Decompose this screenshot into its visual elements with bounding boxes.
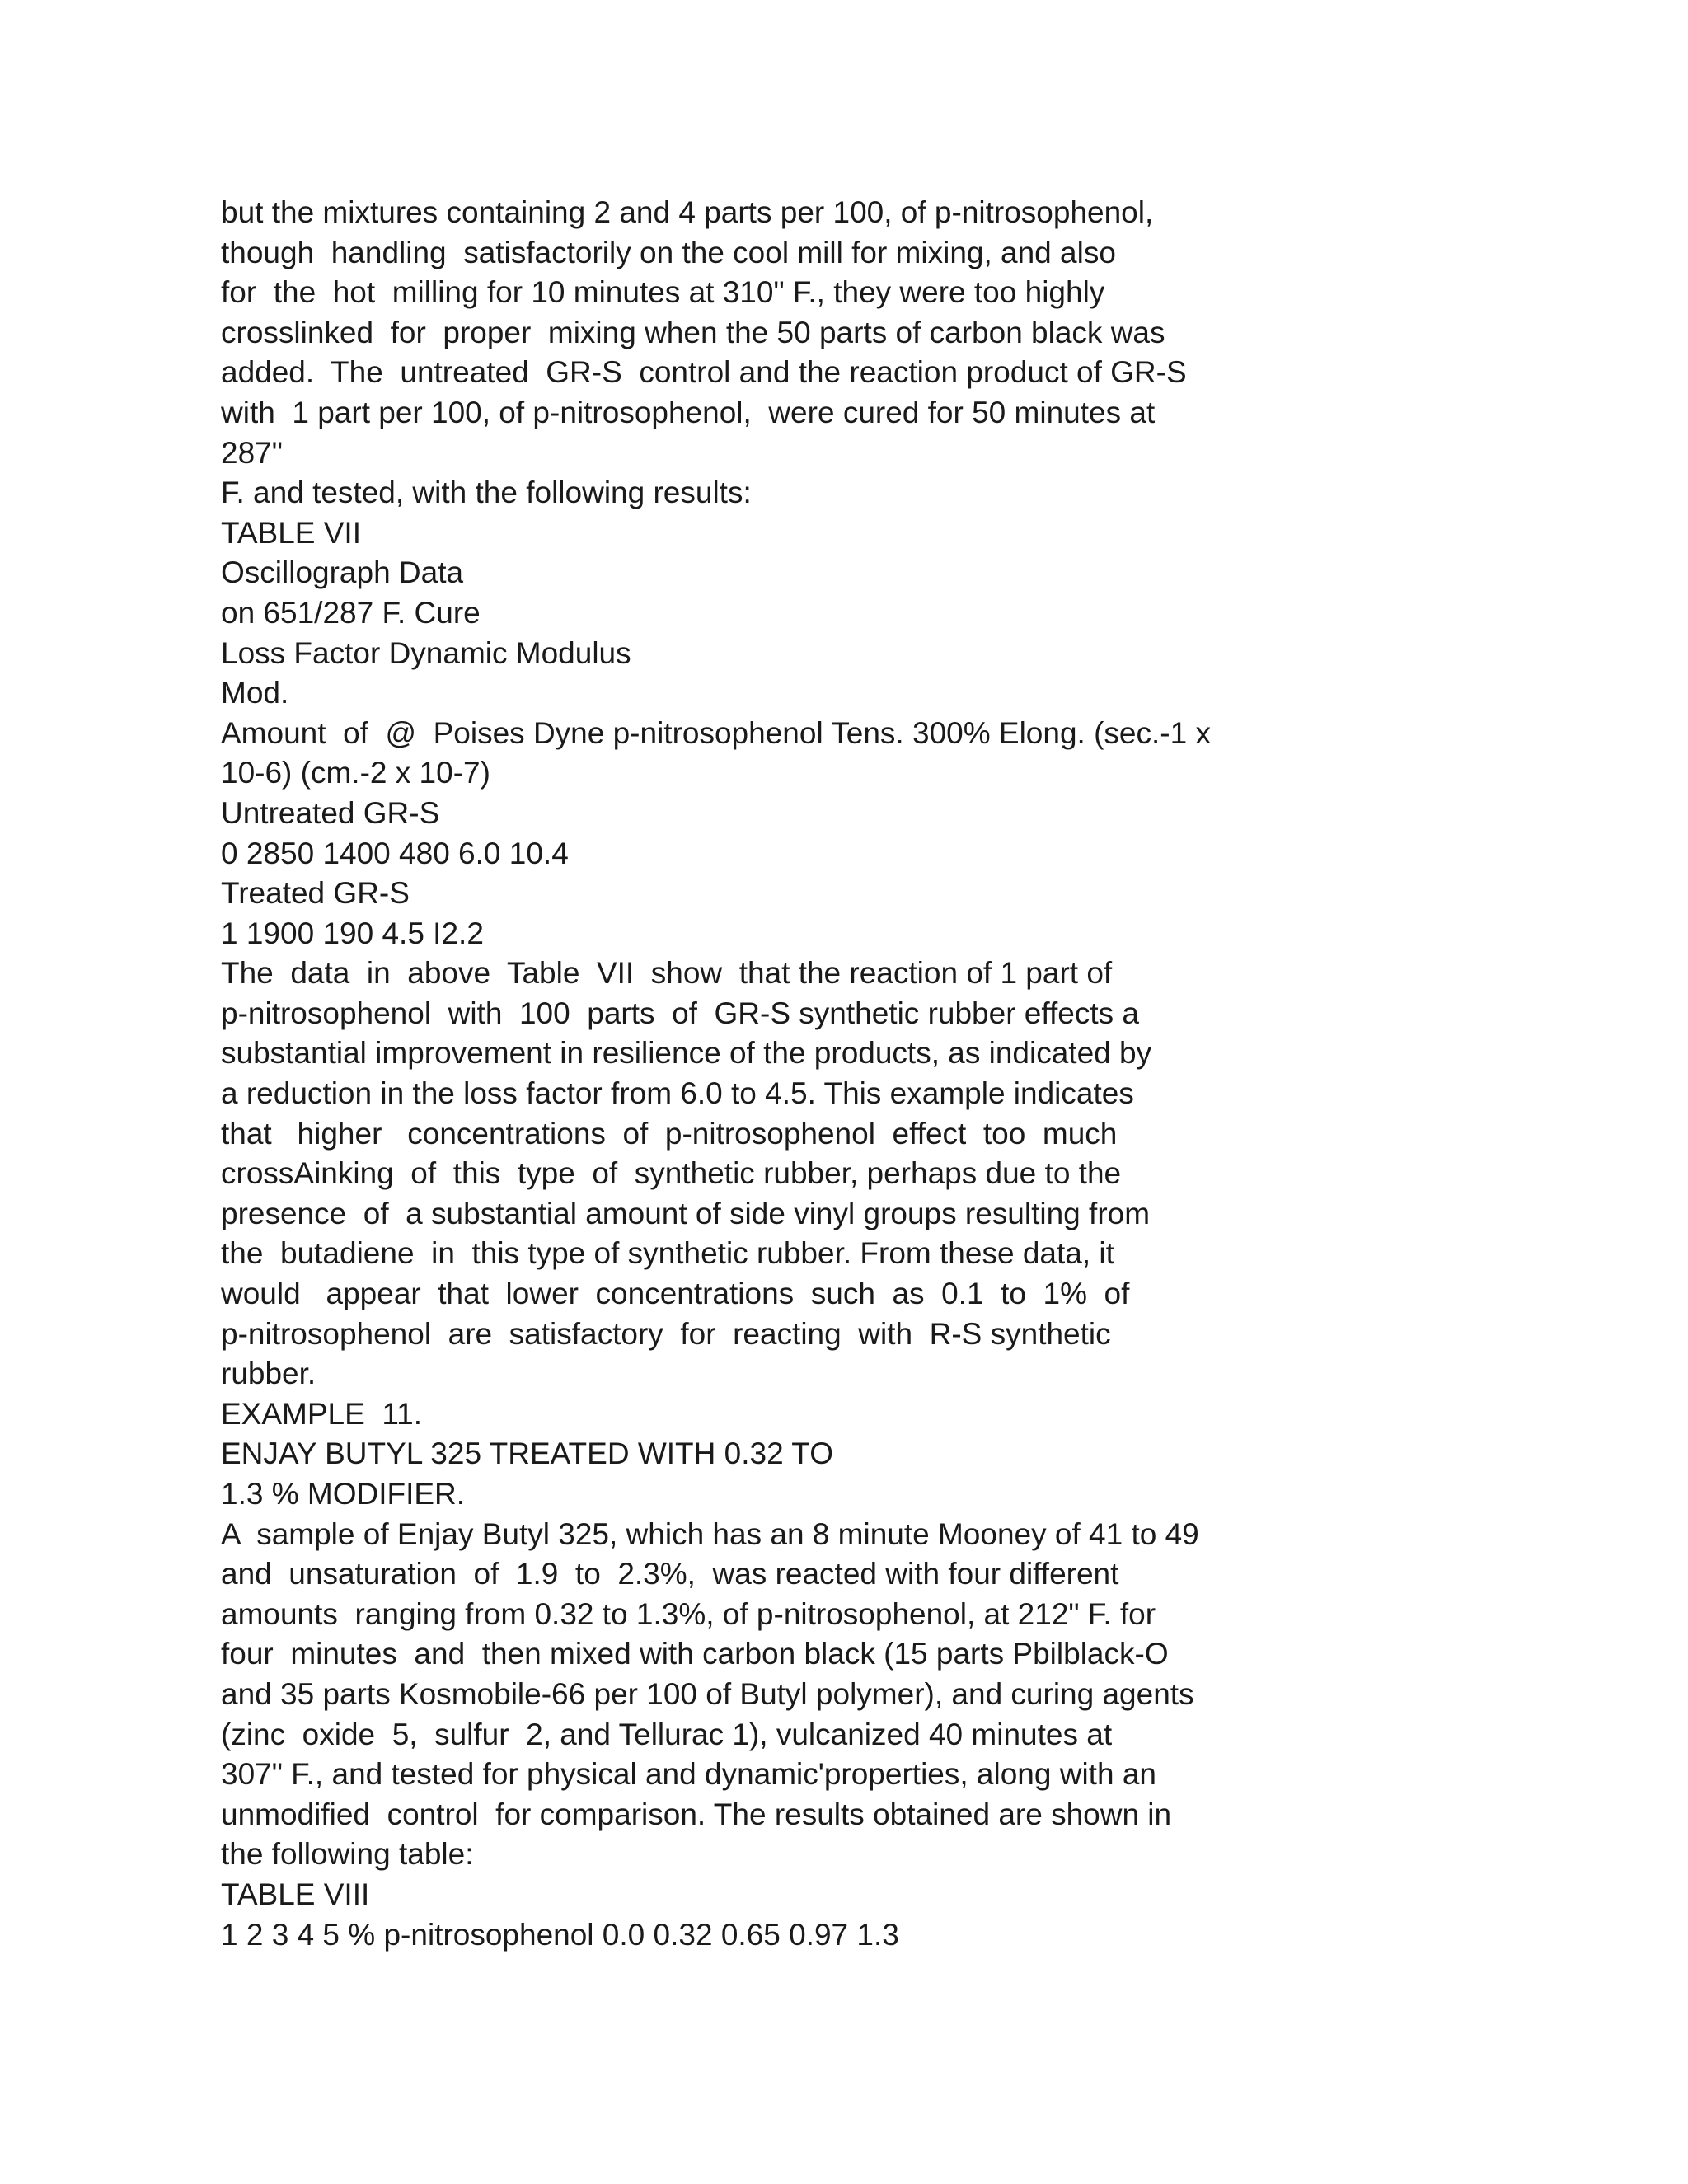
text-line: amounts ranging from 0.32 to 1.3%, of p-nitrosophenol, at 212" F. for [221, 1596, 1156, 1631]
text-line: with 1 part per 100, of p-nitrosophenol, were cured for 50 minutes at [221, 395, 1156, 429]
text-line: 1 2 3 4 5 % p-nitrosophenol 0.0 0.32 0.65 0.97 1.3 [221, 1917, 899, 1952]
text-line: Amount of @ Poises Dyne p-nitrosophenol Tens. 300% Elong. (sec.-1 x [221, 715, 1211, 750]
text-line: 1 1900 190 4.5 I2.2 [221, 916, 484, 950]
text-line: that higher concentrations of p-nitrosophenol effect too much [221, 1116, 1118, 1151]
example-heading: EXAMPLE 11. [221, 1396, 423, 1431]
text-line: unmodified control for comparison. The results obtained are shown in [221, 1797, 1172, 1831]
text-line: added. The untreated GR-S control and the reaction product of GR-S [221, 355, 1187, 390]
text-line: 307" F., and tested for physical and dynamic'properties, along with an [221, 1757, 1156, 1792]
text-line: for the hot milling for 10 minutes at 310" F., they were too highly [221, 275, 1105, 310]
text-line: p-nitrosophenol with 100 parts of GR-S synthetic rubber effects a [221, 996, 1139, 1030]
text-line: A sample of Enjay Butyl 325, which has an 8 minute Mooney of 41 to 49 [221, 1516, 1199, 1551]
text-line: four minutes and then mixed with carbon black (15 parts Pbilblack-O [221, 1637, 1169, 1671]
text-line: Untreated GR-S [221, 795, 440, 830]
text-line: and unsaturation of 1.9 to 2.3%, was reacted with four different [221, 1557, 1119, 1591]
text-line: (zinc oxide 5, sulfur 2, and Tellurac 1), vulcanized 40 minutes at [221, 1717, 1113, 1751]
text-line: the following table: [221, 1837, 474, 1872]
text-line: F. and tested, with the following results: [221, 476, 752, 510]
text-line: presence of a substantial amount of side vinyl groups resulting from [221, 1196, 1151, 1230]
text-line: 0 2850 1400 480 6.0 10.4 [221, 836, 569, 870]
text-line: a reduction in the loss factor from 6.0 to 4.5. This example indicates [221, 1076, 1134, 1111]
text-line: on 651/287 F. Cure [221, 595, 481, 630]
text-line: and 35 parts Kosmobile-66 per 100 of Butyl polymer), and curing agents [221, 1676, 1194, 1711]
text-line: p-nitrosophenol are satisfactory for reacting with R-S synthetic [221, 1316, 1111, 1351]
text-line: Mod. [221, 676, 289, 710]
example-title: 1.3 % MODIFIER. [221, 1477, 466, 1511]
text-line: crossAinking of this type of synthetic rubber, perhaps due to the [221, 1156, 1122, 1191]
text-line: Oscillograph Data [221, 555, 464, 590]
table-viii-title: TABLE VIII [221, 1877, 370, 1911]
text-line: crosslinked for proper mixing when the 50 parts of carbon black was [221, 315, 1165, 349]
text-line: The data in above Table VII show that the reaction of 1 part of [221, 956, 1113, 991]
text-line: 10-6) (cm.-2 x 10-7) [221, 756, 490, 790]
text-line: rubber. [221, 1357, 316, 1391]
text-line: 287" [221, 435, 283, 470]
document-text [221, 193, 1292, 1955]
text-line: substantial improvement in resilience of the products, as indicated by [221, 1036, 1152, 1071]
example-title: ENJAY BUTYL 325 TREATED WITH 0.32 TO [221, 1436, 833, 1471]
text-line: Loss Factor Dynamic Modulus [221, 635, 631, 670]
text-line: though handling satisfactorily on the cool mill for mixing, and also [221, 235, 1116, 269]
table-vii-title: TABLE VII [221, 515, 361, 550]
text-line: would appear that lower concentrations such as 0.1 to 1% of [221, 1277, 1130, 1311]
text-line: but the mixtures containing 2 and 4 parts per 100, of p-nitrosophenol, [221, 195, 1154, 229]
text-line: the butadiene in this type of synthetic rubber. From these data, it [221, 1236, 1114, 1271]
text-line: Treated GR-S [221, 876, 410, 911]
